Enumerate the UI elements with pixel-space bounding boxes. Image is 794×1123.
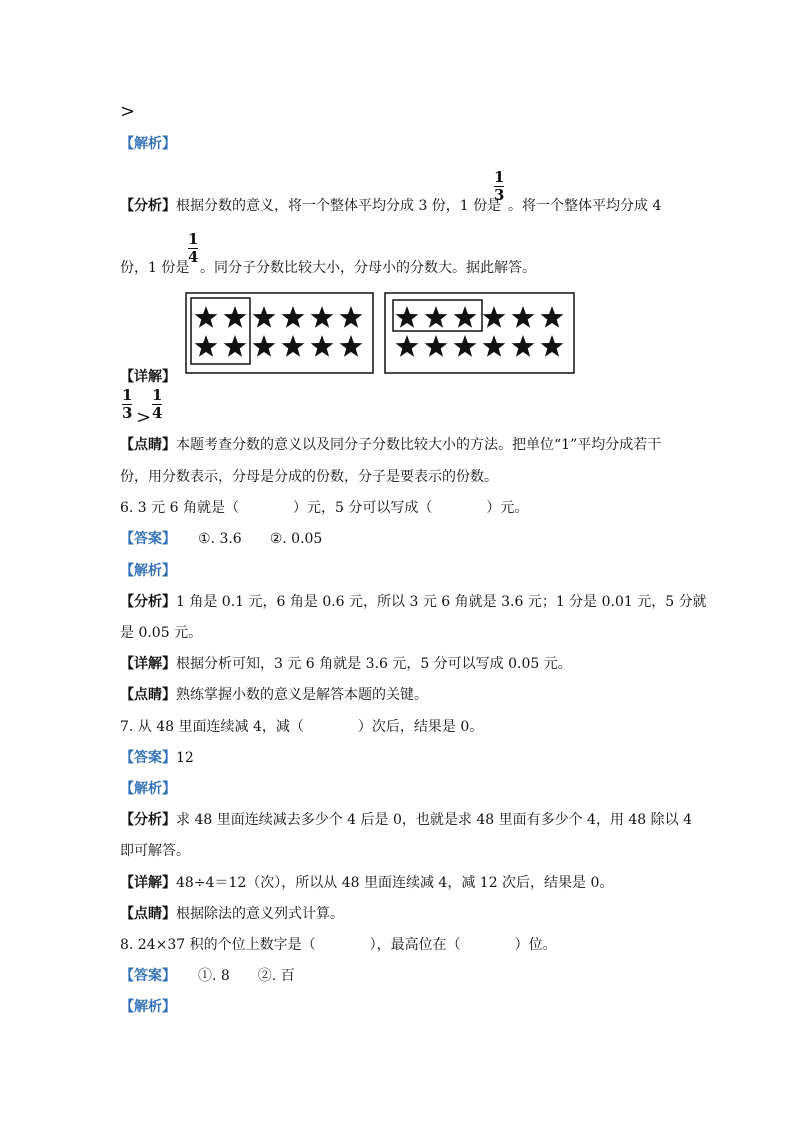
s6-xiangjie: 【详解】根据分析可知，3 元 6 角就是 3.6 元，5 分可以写成 0.05 元。 — [120, 656, 572, 672]
fraction-one-quarter: 1 4 — [188, 230, 199, 266]
right-star — [483, 335, 506, 357]
s6-fenxi-line-1: 【分析】1 角是 0.1 元，6 角是 0.6 元，所以 3 元 6 角就是 3.6 元；1 分是 0.01 元，5 分就 — [120, 594, 707, 610]
star-grid-figure — [185, 292, 577, 374]
greater-than-sign: > — [136, 407, 152, 428]
right-star — [483, 306, 506, 328]
question-7: 7. 从 48 里面连续减 4，减（ ）次后，结果是 0。 — [120, 719, 484, 735]
s5-dianjing-line-1: 【点睛】本题考查分数的意义以及同分子分数比较大小的方法。把单位“1”平均分成若干 — [120, 437, 662, 453]
right-star — [425, 306, 448, 328]
left-star — [253, 335, 276, 357]
s5-analysis-label: 【解析】 — [120, 136, 176, 152]
left-panel — [186, 293, 373, 373]
right-star — [396, 306, 419, 328]
s6-analysis-label: 【解析】 — [120, 563, 176, 579]
s8-analysis-label: 【解析】 — [120, 999, 176, 1015]
s7-xiangjie: 【详解】48÷4＝12（次），所以从 48 里面连续减 4，减 12 次后，结果是 0。 — [120, 875, 614, 891]
s5-dianjing-line-2: 份，用分数表示，分母是分成的份数，分子是要表示的份数。 — [120, 469, 498, 485]
left-star — [195, 335, 218, 357]
s6-fenxi-line-2: 是 0.05 元。 — [120, 625, 203, 641]
left-star — [224, 306, 247, 328]
s7-fenxi-line-1: 【分析】求 48 里面连续减去多少个 4 后是 0，也就是求 48 里面有多少个 4，用 48 除以 4 — [120, 812, 693, 828]
right-star — [425, 335, 448, 357]
s7-dianjing: 【点睛】根据除法的意义列式计算。 — [120, 906, 344, 922]
left-star — [224, 335, 247, 357]
s6-answer: 【答案】 ①. 3.6 ②. 0.05 — [120, 531, 323, 547]
s7-answer: 【答案】12 — [120, 750, 194, 766]
left-star — [340, 306, 363, 328]
s6-dianjing: 【点睛】熟练掌握小数的意义是解答本题的关键。 — [120, 687, 428, 703]
right-star — [396, 335, 419, 357]
left-star — [340, 335, 363, 357]
s5-xiangjie-label: 【详解】 — [120, 369, 176, 385]
question-6: 6. 3 元 6 角就是（ ）元，5 分可以写成（ ）元。 — [120, 500, 529, 516]
left-star — [311, 306, 334, 328]
question-8: 8. 24×37 积的个位上数字是（ ），最高位在（ ）位。 — [120, 937, 557, 953]
left-star — [282, 306, 305, 328]
right-star — [512, 335, 535, 357]
fraction-one-third-answer: 1 3 — [122, 386, 133, 422]
s8-answer: 【答案】 ①. 8 ②. 百 — [120, 968, 295, 984]
left-star — [253, 306, 276, 328]
fraction-one-third: 1 3 — [494, 168, 505, 204]
left-star — [311, 335, 334, 357]
right-star — [541, 306, 564, 328]
right-star — [454, 306, 477, 328]
left-star — [195, 306, 218, 328]
right-star — [541, 335, 564, 357]
fraction-one-quarter-answer: 1 4 — [152, 386, 163, 422]
s7-analysis-label: 【解析】 — [120, 781, 176, 797]
left-star — [282, 335, 305, 357]
right-star — [454, 335, 477, 357]
right-star — [512, 306, 535, 328]
top-symbol: > — [120, 101, 136, 122]
s7-fenxi-line-2: 即可解答。 — [120, 843, 190, 859]
right-panel — [385, 293, 574, 373]
